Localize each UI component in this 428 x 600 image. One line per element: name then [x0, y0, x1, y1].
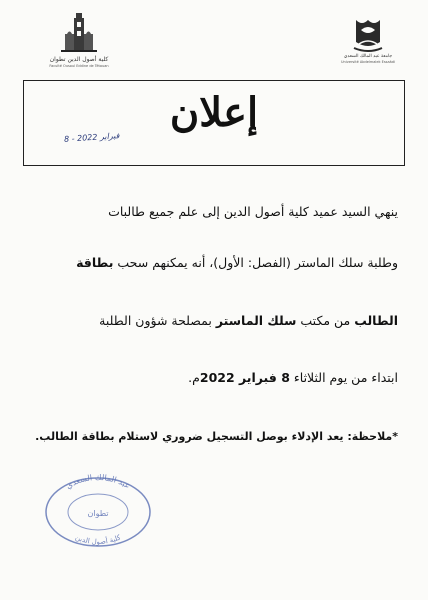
university-emblem-icon	[350, 14, 386, 54]
stamp-bottom-text: كلية أصول الدين	[74, 533, 122, 547]
faculty-name-en: Faculté Ousoul Eddine de Tétouan	[49, 64, 109, 68]
official-stamp	[40, 468, 156, 548]
body-line-3	[30, 313, 398, 328]
body-line-2-bold: بطاقة	[76, 255, 114, 270]
body-line-2	[30, 255, 398, 270]
announcement-title: إعلان	[169, 89, 259, 136]
body-line-4-text: ابتداء من يوم الثلاثاء	[289, 370, 398, 385]
minaret-icon	[59, 12, 99, 56]
body-line-3-text-a: من مكتب	[296, 313, 355, 328]
university-name-ar: جامعة عبد المالك السعدي	[343, 54, 393, 59]
svg-text:عبد المالك السعدي	[64, 473, 132, 491]
faculty-logo	[42, 12, 116, 69]
university-logo	[336, 14, 400, 65]
university-name-en: Université Abdelmalek Essaâdi	[341, 60, 395, 64]
stamp-center-text: تطوان	[87, 509, 109, 518]
body-line-3-text-b: بمصلحة شؤون الطلبة	[99, 313, 216, 328]
stamp-top-text: عبد المالك السعدي	[64, 472, 132, 491]
body-line-4-suffix: م.	[188, 370, 200, 385]
faculty-name-ar: كلية أصول الدين تطوان	[49, 56, 109, 63]
body-line-2-text: وطلبة سلك الماستر (الفصل: الأول)، أنه يمكنهم سحب	[113, 255, 398, 270]
note: *ملاحظة: يعد الإدلاء بوصل التسجيل ضروري لاستلام بطاقة الطالب.	[35, 430, 398, 443]
announcement-box	[23, 80, 405, 166]
body-line-4	[30, 370, 398, 385]
handwritten-date: 8 - فبراير 2022	[63, 131, 120, 144]
body-line-3-bold-a: الطالب	[354, 313, 398, 328]
body-line-1: ينهي السيد عميد كلية أصول الدين إلى علم جميع طالبات	[108, 204, 398, 219]
body-line-4-date: 8 فبراير 2022	[199, 370, 290, 385]
body-line-3-bold-b: سلك الماستر	[215, 313, 297, 328]
